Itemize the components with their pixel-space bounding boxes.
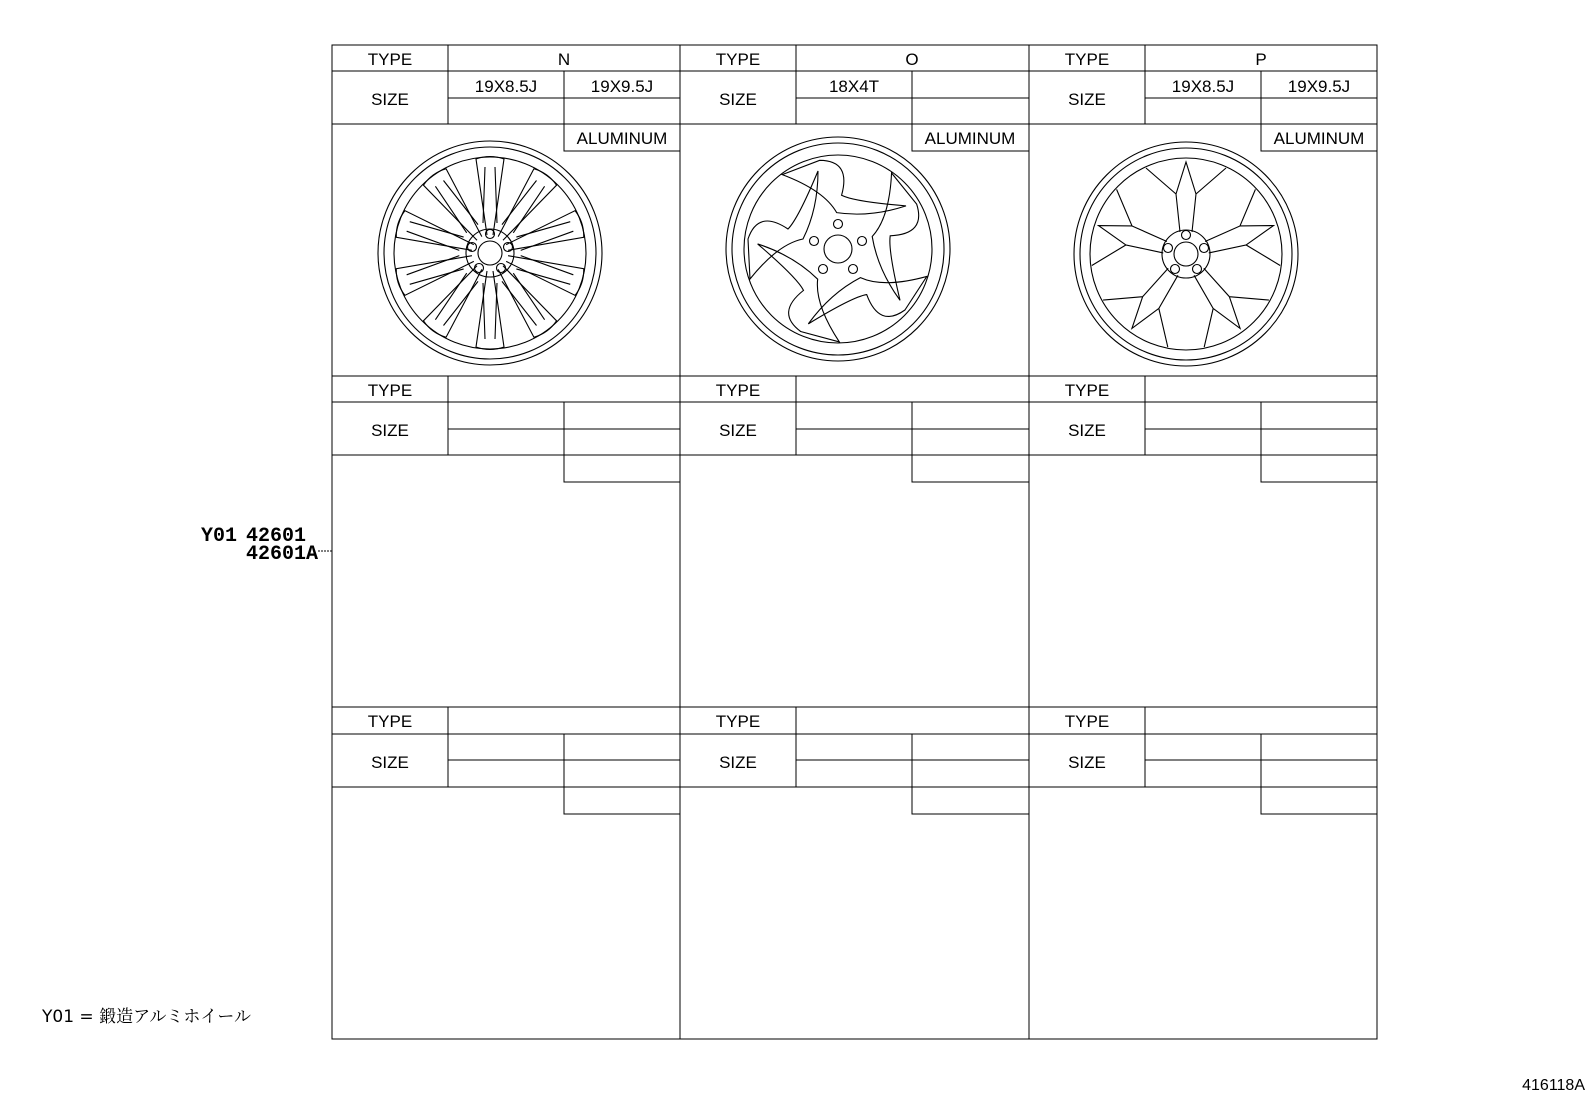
panel-empty-9 <box>1029 707 1377 1039</box>
size-label: SIZE <box>1068 90 1106 109</box>
panel-type-o <box>680 45 1029 376</box>
type-label: TYPE <box>367 50 413 69</box>
panel-empty-7 <box>332 707 680 1039</box>
material-label: ALUMINUM <box>1273 129 1365 148</box>
type-label: TYPE <box>715 50 761 69</box>
panel-type-p <box>1029 45 1377 376</box>
size-value-2: 19X9.5J <box>590 77 654 96</box>
type-value: O <box>905 50 919 69</box>
material-label: ALUMINUM <box>924 129 1016 148</box>
figure-number: 416118A <box>1522 1077 1585 1094</box>
panel-empty-4 <box>332 376 680 707</box>
type-label: TYPE <box>715 381 761 400</box>
type-label: TYPE <box>1064 50 1110 69</box>
panel-empty-6 <box>1029 376 1377 707</box>
panel-empty-8 <box>680 707 1029 1039</box>
callout-part-number-1: 42601 <box>246 525 307 548</box>
size-label: SIZE <box>371 753 409 772</box>
type-value: P <box>1255 50 1267 69</box>
size-label: SIZE <box>371 421 409 440</box>
type-label: TYPE <box>367 712 413 731</box>
panel-type-n <box>332 45 680 376</box>
type-value: N <box>557 50 571 69</box>
legend-text: Y01 = 鍛造アルミホイール <box>42 1007 252 1027</box>
type-label: TYPE <box>715 712 761 731</box>
type-label: TYPE <box>1064 381 1110 400</box>
callout-part-number-2: 42601A <box>246 543 319 566</box>
part-callout <box>201 525 332 566</box>
size-value-2: 19X9.5J <box>1287 77 1351 96</box>
type-label: TYPE <box>1064 712 1110 731</box>
size-value-1: 19X8.5J <box>1171 77 1235 96</box>
callout-code: Y01 <box>201 525 238 548</box>
panel-empty-5 <box>680 376 1029 707</box>
size-value-1: 18X4T <box>828 77 880 96</box>
type-label: TYPE <box>367 381 413 400</box>
size-label: SIZE <box>1068 753 1106 772</box>
multi-spoke-wheel-icon <box>378 141 602 365</box>
size-label: SIZE <box>719 753 757 772</box>
size-label: SIZE <box>1068 421 1106 440</box>
y-spoke-wheel-icon <box>1074 142 1298 366</box>
size-label: SIZE <box>371 90 409 109</box>
material-label: ALUMINUM <box>576 129 668 148</box>
size-label: SIZE <box>719 90 757 109</box>
size-value-1: 19X8.5J <box>474 77 538 96</box>
size-label: SIZE <box>719 421 757 440</box>
five-spoke-wheel-icon <box>726 137 957 365</box>
